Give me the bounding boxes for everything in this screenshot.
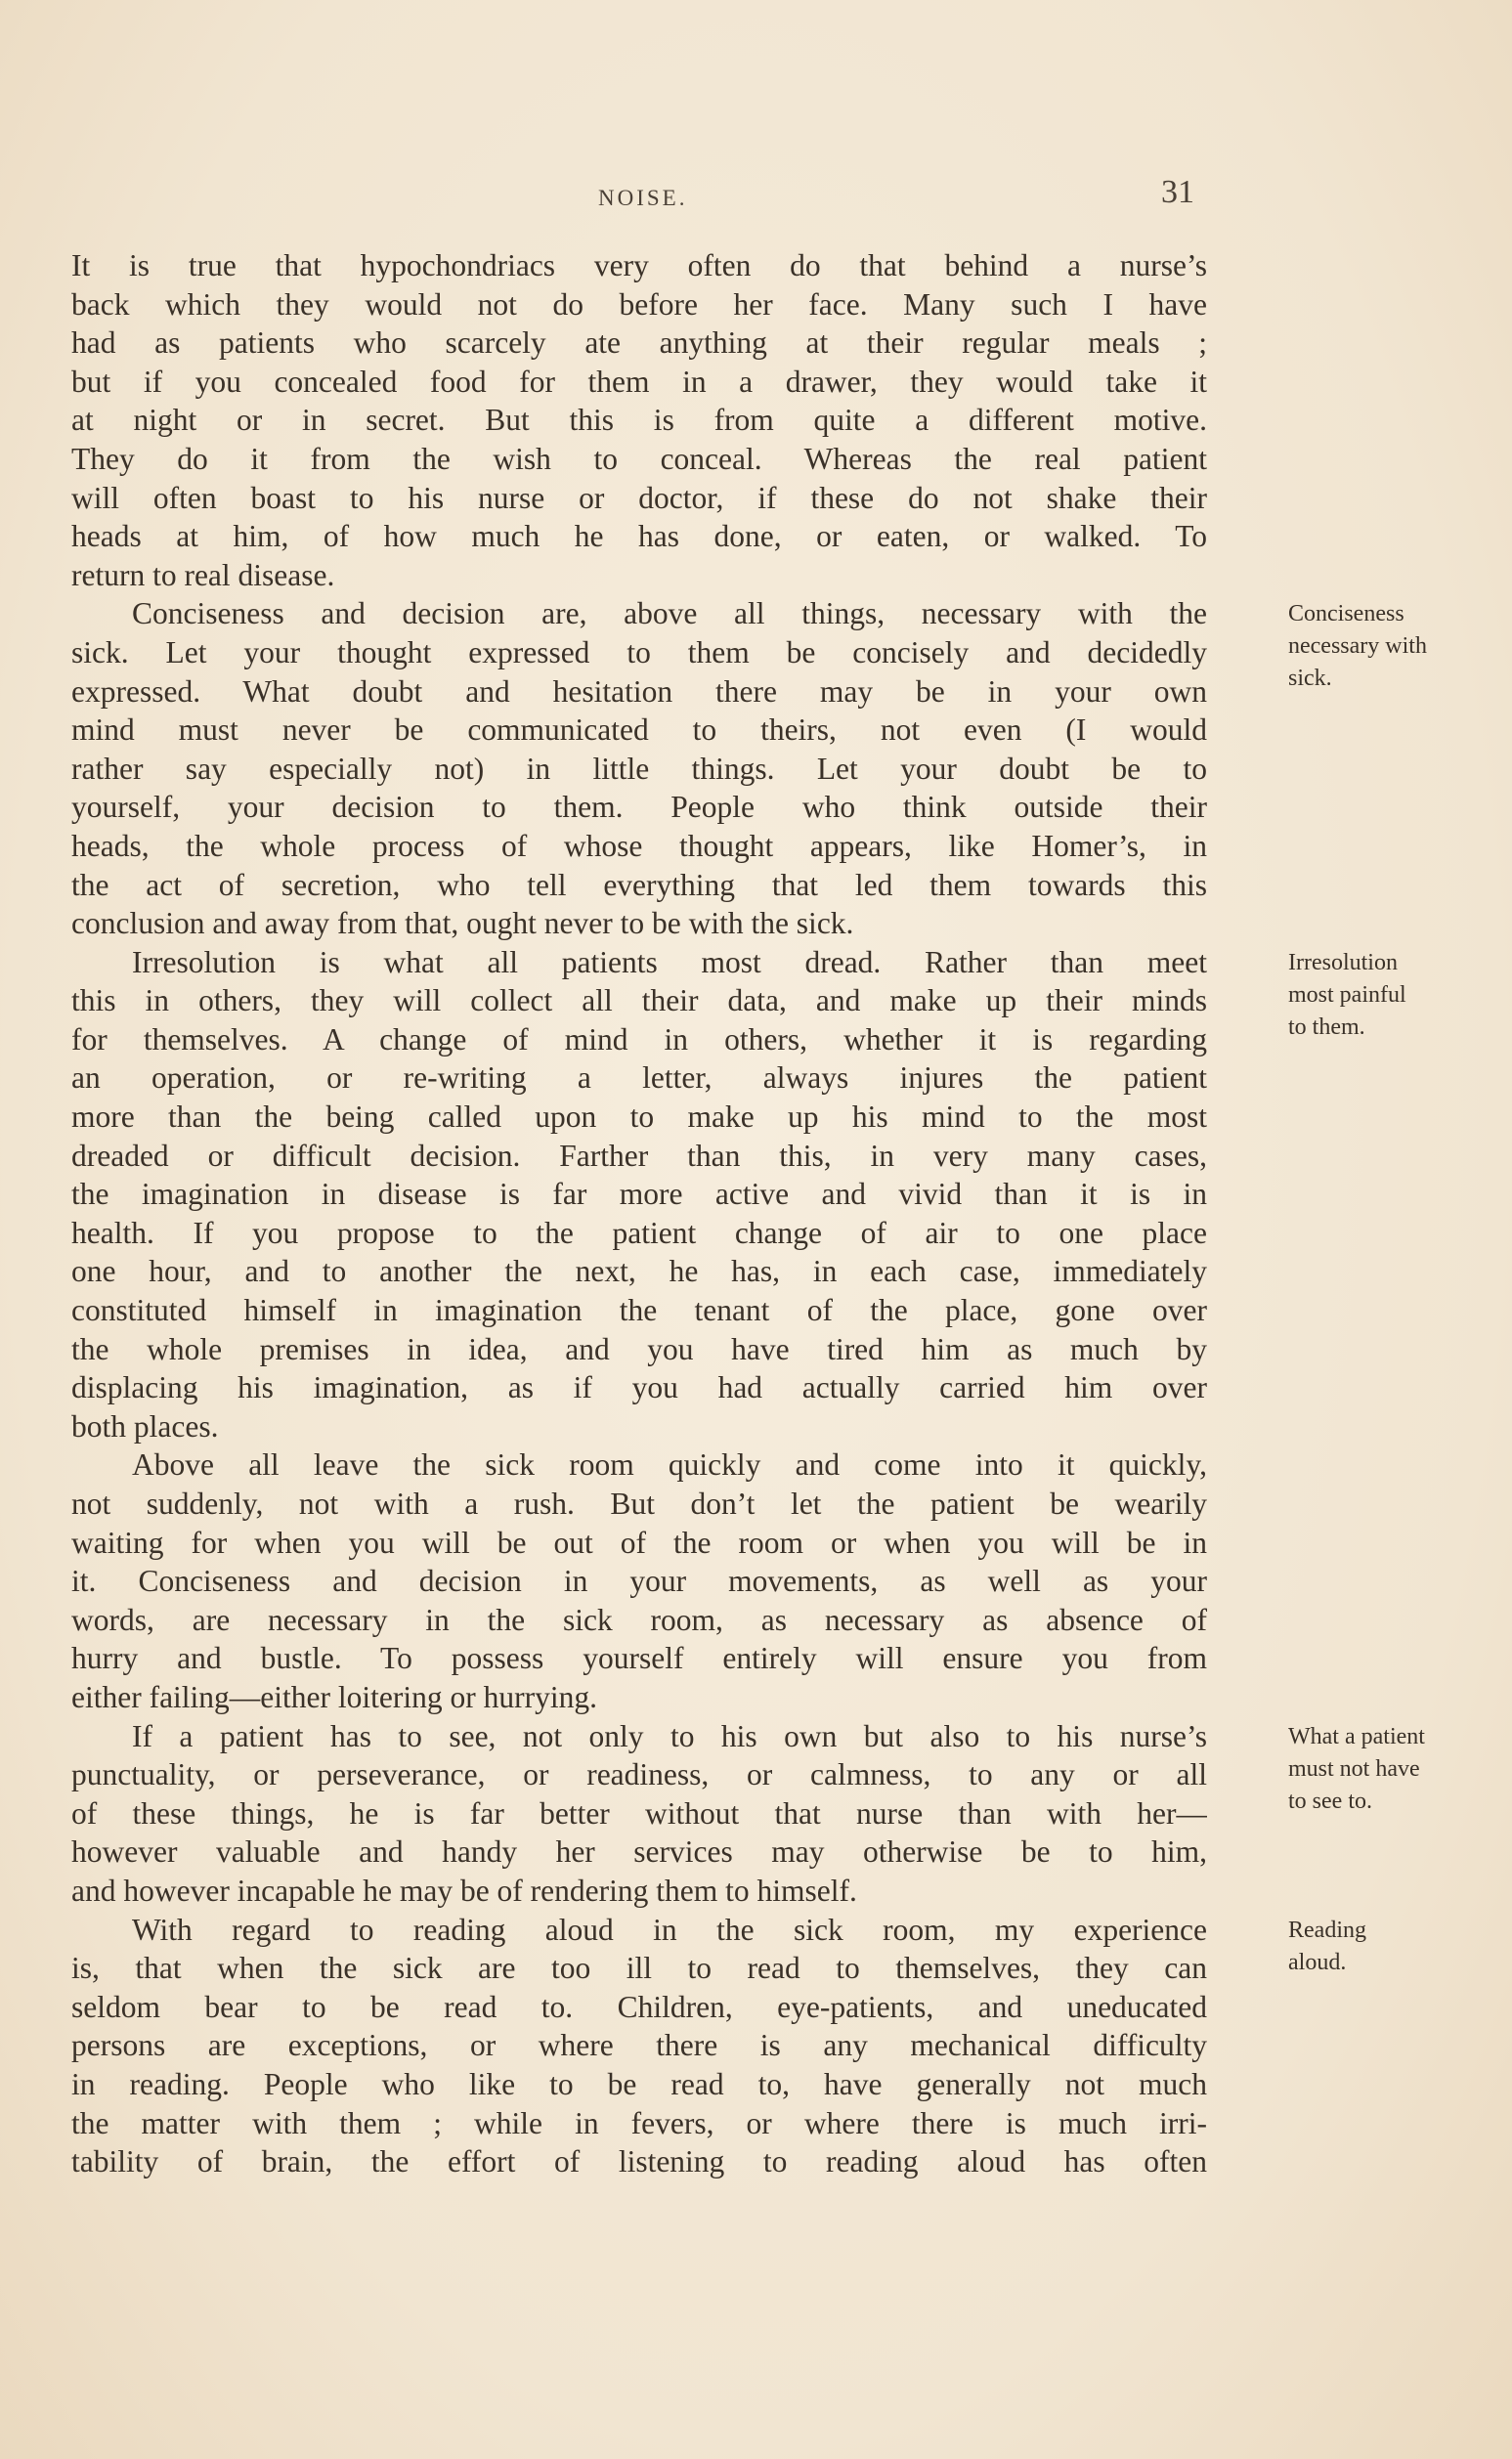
text-line: waiting for when you will be out of the room or when you will be in <box>71 1525 1207 1560</box>
margin-note-line: most painful <box>1288 981 1406 1008</box>
text-line: the whole premises in idea, and you have tired him as much by <box>71 1331 1207 1366</box>
text-line: With regard to reading aloud in the sick room, my experience <box>132 1912 1207 1947</box>
text-line: dreaded or difficult decision. Farther than this, in very many cases, <box>71 1138 1207 1173</box>
margin-note <box>1288 947 1406 1044</box>
text-line: rather say especially not) in little things. Let your doubt be to <box>71 751 1207 786</box>
text-line: displacing his imagination, as if you had actually carried him over <box>71 1370 1207 1405</box>
margin-note-line: What a patient <box>1288 1723 1425 1749</box>
paragraph <box>71 594 1207 942</box>
text-line: in reading. People who like to be read to, have generally not much <box>71 2066 1207 2101</box>
text-line: back which they would not do before her face. Many such I have <box>71 286 1207 322</box>
text-line: punctuality, or perseverance, or readiness, or calmness, to any or all <box>71 1757 1207 1792</box>
text-line: constituted himself in imagination the tenant of the place, gone over <box>71 1293 1207 1328</box>
text-line: for themselves. A change of mind in others, whether it is regarding <box>71 1021 1207 1057</box>
margin-note-line: to see to. <box>1288 1788 1372 1814</box>
margin-note <box>1288 598 1427 695</box>
text-line: If a patient has to see, not only to his own but also to his nurse’s <box>132 1718 1207 1753</box>
text-line: of these things, he is far better without that nurse than with her— <box>71 1795 1207 1831</box>
text-line: not suddenly, not with a rush. But don’t let the patient be wearily <box>71 1487 1207 1521</box>
text-line: persons are exceptions, or where there is any mechanical difficulty <box>71 2028 1207 2063</box>
text-line: however valuable and handy her services may otherwise be to him, <box>71 1834 1207 1870</box>
margin-note-line: Irresolution <box>1288 949 1398 975</box>
text-line: had as patients who scarcely ate anything at their regular meals ; <box>71 325 1207 361</box>
text-line: both places. <box>71 1408 219 1444</box>
text-line: is, that when the sick are too ill to read to themselves, they can <box>71 1951 1207 1986</box>
running-head: NOISE. <box>598 186 688 210</box>
text-line: expressed. What doubt and hesitation there may be in your own <box>71 673 1207 709</box>
text-line: tability of brain, the effort of listening to reading aloud has often <box>71 2144 1207 2179</box>
text-line: They do it from the wish to conceal. Whereas the real patient <box>71 441 1207 476</box>
text-line: health. If you propose to the patient change of air to one place <box>71 1215 1207 1250</box>
margin-note-line: to them. <box>1288 1014 1365 1040</box>
margin-note <box>1288 1915 1366 1979</box>
text-line: Conciseness and decision are, above all things, necessary with the <box>132 596 1207 631</box>
margin-note <box>1288 1721 1425 1818</box>
page-header <box>0 174 1512 223</box>
text-line: but if you concealed food for them in a drawer, they would take it <box>71 364 1207 399</box>
paragraph <box>71 1445 1207 1716</box>
text-line: Irresolution is what all patients most dread. Rather than meet <box>132 944 1207 979</box>
text-line: return to real disease. <box>71 557 335 592</box>
text-line: the act of secretion, who tell everything that led them towards this <box>71 867 1207 902</box>
text-line: either failing—either loitering or hurrying. <box>71 1679 597 1714</box>
text-line: one hour, and to another the next, he has, in each case, immediately <box>71 1254 1207 1289</box>
text-line: sick. Let your thought expressed to them be concisely and decidedly <box>71 634 1207 669</box>
margin-note-line: sick. <box>1288 666 1332 692</box>
text-line: this in others, they will collect all their data, and make up their minds <box>71 983 1207 1018</box>
page-number: 31 <box>1161 174 1194 210</box>
paragraph <box>71 943 1207 1446</box>
body-text <box>71 246 1427 2181</box>
text-line: words, are necessary in the sick room, as necessary as absence of <box>71 1602 1207 1637</box>
text-line: Above all leave the sick room quickly and come into it quickly, <box>132 1447 1207 1483</box>
margin-note-line: aloud. <box>1288 1949 1347 1975</box>
text-line: will often boast to his nurse or doctor, if these do not shake their <box>71 480 1207 515</box>
text-line: yourself, your decision to them. People who think outside their <box>71 790 1207 825</box>
margin-note-line: necessary with <box>1288 633 1427 660</box>
text-line: more than the being called upon to make up his mind to the most <box>71 1100 1207 1135</box>
text-line: heads, the whole process of whose thought appears, like Homer’s, in <box>71 828 1207 863</box>
text-line: seldom bear to be read to. Children, eye-patients, and uneducated <box>71 1989 1207 2024</box>
text-line: It is true that hypochondriacs very often do that behind a nurse’s <box>71 248 1207 282</box>
text-line: an operation, or re-writing a letter, always injures the patient <box>71 1060 1207 1096</box>
text-line: heads at him, of how much he has done, or eaten, or walked. To <box>71 519 1207 554</box>
text-line: the matter with them ; while in fevers, or where there is much irri- <box>71 2105 1207 2140</box>
paragraph <box>71 1717 1207 1911</box>
text-line: the imagination in disease is far more active and vivid than it is in <box>71 1177 1207 1212</box>
paragraph <box>71 1911 1207 2181</box>
text-line: it. Conciseness and decision in your movements, as well as your <box>71 1564 1207 1599</box>
text-line: hurry and bustle. To possess yourself entirely will ensure you from <box>71 1641 1207 1676</box>
margin-note-line: Reading <box>1288 1917 1366 1943</box>
text-line: at night or in secret. But this is from quite a different motive. <box>71 403 1207 438</box>
margin-note-line: must not have <box>1288 1755 1420 1782</box>
text-line: and however incapable he may be of rendering them to himself. <box>71 1873 857 1908</box>
paragraph <box>71 246 1207 594</box>
margin-note-line: Conciseness <box>1288 601 1404 627</box>
text-line: conclusion and away from that, ought never to be with the sick. <box>71 906 854 941</box>
text-line: mind must never be communicated to theirs, not even (I would <box>71 712 1207 748</box>
